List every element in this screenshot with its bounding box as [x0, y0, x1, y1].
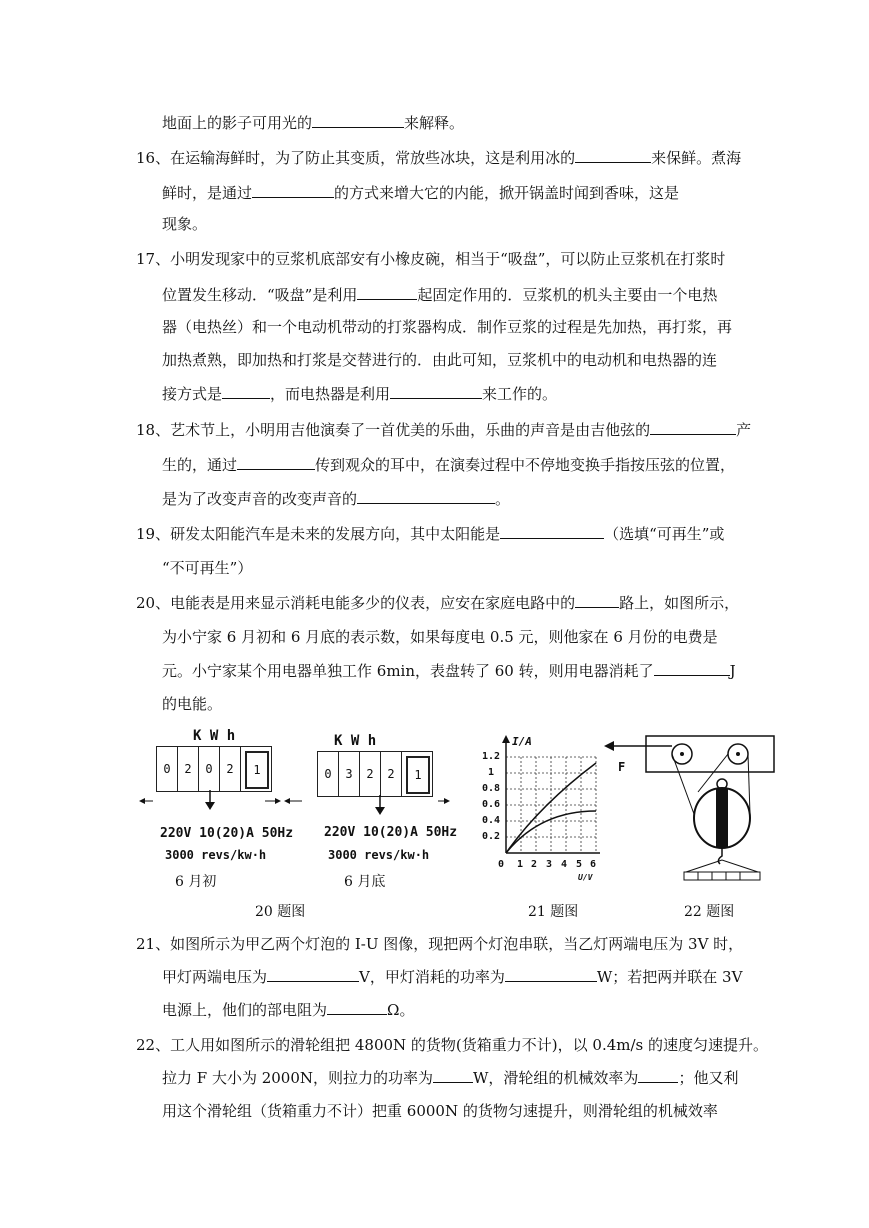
text: 。	[495, 490, 511, 508]
text: 的方式来增大它的内能，掀开锅盖时闻到香味，这是	[334, 184, 680, 202]
text: 位置发生移动．“吸盘”是利用	[162, 286, 358, 304]
meter-unit: K W h	[334, 733, 377, 749]
q22-line-1	[136, 1035, 768, 1055]
text: 用这个滑轮组（货箱重力不计）把重 6000N 的货物匀速提升，则滑轮组的机械效率	[162, 1102, 718, 1120]
text: 18、艺术节上，小明用吉他演奏了一首优美的乐曲，乐曲的声音是由吉他弦的	[136, 421, 651, 439]
meter-digit: 3	[339, 752, 360, 796]
q20-line-1	[136, 593, 739, 613]
meter-june-end	[282, 733, 458, 898]
text: 生的，通过	[162, 456, 238, 474]
text: 是为了改变声音的改变声音的	[162, 490, 358, 508]
text: 拉力 F 大小为 2000N，则拉力的功率为	[162, 1069, 434, 1087]
q20-line-3	[162, 661, 736, 681]
q21-line-2	[162, 967, 742, 987]
q17-line-1	[136, 249, 725, 269]
meter-unit: K W h	[193, 728, 236, 744]
meter-digit: 0	[318, 752, 339, 796]
caption-fig20: 20 题图	[255, 904, 306, 920]
text: ；他又利	[678, 1069, 739, 1087]
meter-counter	[317, 751, 433, 797]
q15-line	[162, 113, 464, 133]
meter-digit: 0	[199, 747, 220, 791]
answer-blank[interactable]	[222, 384, 270, 399]
q20-line-2	[162, 627, 718, 647]
text: （选填“可再生”或	[604, 525, 725, 543]
answer-blank[interactable]	[267, 967, 359, 982]
q18-line-2	[162, 455, 735, 475]
text: Ω。	[387, 1001, 415, 1019]
answer-blank[interactable]	[312, 113, 404, 128]
text: V，甲灯消耗的功率为	[359, 968, 505, 986]
meter-digit-decimal: 1	[406, 756, 430, 794]
meter-spec: 220V 10(20)A 50Hz	[160, 826, 294, 841]
text: 17、小明发现家中的豆浆机底部安有小橡皮碗，相当于“吸盘”，可以防止豆浆机在打浆时	[136, 250, 726, 268]
q17-line-2	[162, 285, 717, 305]
q22-line-3	[162, 1101, 718, 1121]
force-label: F	[618, 760, 626, 774]
q16-line-1	[136, 148, 741, 168]
answer-blank[interactable]	[650, 420, 736, 435]
y-tick: 0.4	[482, 815, 501, 826]
text: 来工作的。	[482, 385, 558, 403]
x-tick: 4	[561, 859, 568, 870]
x-tick: 3	[546, 859, 553, 870]
q20-line-4	[162, 694, 222, 714]
text: 22、工人用如图所示的滑轮组把 4800N 的货物(货箱重力不计)，以 0.4m/s 的速度匀速提升。	[136, 1036, 768, 1054]
text: 鲜时，是通过	[162, 184, 253, 202]
caption-fig22: 22 题图	[684, 904, 735, 920]
text: 产	[736, 421, 752, 439]
meter-revs: 3000 revs/kw·h	[328, 848, 430, 862]
q17-line-3	[162, 317, 732, 337]
text: 16、在运输海鲜时，为了防止其变质，常放些冰块，这是利用冰的	[136, 149, 576, 167]
text: 来保鲜。煮海	[651, 149, 742, 167]
x-axis-unit: U/V	[578, 873, 593, 882]
text: “不可再生”）	[162, 559, 253, 577]
answer-blank[interactable]	[575, 593, 619, 608]
text: 起固定作用的．豆浆机的机头主要由一个电热	[417, 286, 718, 304]
text: 加热煮熟，即加热和打浆是交替进行的．由此可知，豆浆机中的电动机和电热器的连	[162, 351, 718, 369]
answer-blank[interactable]	[433, 1068, 473, 1083]
y-tick: 0.8	[482, 783, 501, 794]
text: 电源上，他们的部电阻为	[162, 1001, 328, 1019]
x-tick: 1	[517, 859, 524, 870]
text: 现象。	[162, 215, 208, 233]
pulley-svg	[598, 732, 783, 882]
text: 来解释。	[404, 114, 465, 132]
q16-line-3	[162, 214, 207, 234]
y-axis-label: I/A	[512, 735, 532, 748]
text: 路上，如图所示，	[619, 594, 740, 612]
q22-line-2	[162, 1068, 738, 1088]
y-tick: 0.6	[482, 799, 501, 810]
q19-line-2	[162, 558, 252, 578]
answer-blank[interactable]	[390, 384, 482, 399]
q18-line-3	[162, 489, 510, 509]
text: 甲灯两端电压为	[162, 968, 268, 986]
meter-june-start	[135, 728, 294, 898]
q18-line-1	[136, 420, 751, 440]
text: 为小宁家 6 月初和 6 月底的表示数，如果每度电 0.5 元，则他家在 6 月份的电费是	[162, 628, 718, 646]
text: 的电能。	[162, 695, 223, 713]
text: 19、研发太阳能汽车是未来的发展方向，其中太阳能是	[136, 525, 501, 543]
answer-blank[interactable]	[357, 489, 495, 504]
meter-label: 6 月底	[344, 874, 386, 890]
meter-label: 6 月初	[175, 874, 217, 890]
x-tick: 2	[531, 859, 538, 870]
answer-blank[interactable]	[575, 148, 651, 163]
answer-blank[interactable]	[654, 661, 730, 676]
answer-blank[interactable]	[357, 285, 417, 300]
q19-line-1	[136, 524, 724, 544]
meter-digit: 2	[381, 752, 402, 796]
y-tick: 0.2	[482, 831, 501, 842]
meter-spec: 220V 10(20)A 50Hz	[324, 825, 458, 840]
q17-line-5	[162, 384, 557, 404]
meter-digit: 2	[360, 752, 381, 796]
answer-blank[interactable]	[237, 455, 315, 470]
text: 21、如图所示为甲乙两个灯泡的 I-U 图像，现把两个灯泡串联，当乙灯两端电压为 3V 时，	[136, 935, 744, 953]
text: ，而电热器是利用	[270, 385, 391, 403]
meter-digit-decimal: 1	[245, 751, 269, 789]
meter-digit: 0	[157, 747, 178, 791]
y-tick: 1.2	[482, 751, 501, 762]
meter-disc-pointer	[135, 790, 285, 830]
text: 接方式是	[162, 385, 223, 403]
meter-digit: 2	[220, 747, 241, 791]
iu-graph	[470, 735, 605, 885]
text: 20、电能表是用来显示消耗电能多少的仪表，应安在家庭电路中的	[136, 594, 576, 612]
q17-line-4	[162, 350, 717, 370]
meter-digit: 2	[178, 747, 199, 791]
x-tick: 5	[576, 859, 583, 870]
caption-fig21: 21 题图	[528, 904, 579, 920]
text: 器（电热丝）和一个电动机带动的打浆器构成．制作豆浆的过程是先加热，再打浆，再	[162, 318, 733, 336]
q21-line-3	[162, 1000, 414, 1020]
y-tick: 1	[488, 767, 495, 778]
q16-line-2	[162, 183, 679, 203]
text: W；若把两并联在 3V	[596, 968, 743, 986]
meter-counter	[156, 746, 272, 792]
meter-revs: 3000 revs/kw·h	[165, 848, 267, 862]
answer-blank[interactable]	[500, 524, 604, 539]
text: 地面上的影子可用光的	[162, 114, 313, 132]
answer-blank[interactable]	[327, 1000, 387, 1015]
text: W，滑轮组的机械效率为	[473, 1069, 639, 1087]
q21-line-1	[136, 934, 743, 954]
answer-blank[interactable]	[252, 183, 334, 198]
text: J	[729, 662, 736, 680]
text: 传到观众的耳中，在演奏过程中不停地变换手指按压弦的位置，	[315, 456, 736, 474]
answer-blank[interactable]	[638, 1068, 678, 1083]
x-tick: 0	[498, 859, 505, 870]
answer-blank[interactable]	[505, 967, 597, 982]
pulley-diagram	[598, 732, 783, 882]
x-tick: 6	[590, 859, 597, 870]
text: 元。小宁家某个用电器单独工作 6min，表盘转了 60 转，则用电器消耗了	[162, 662, 654, 680]
